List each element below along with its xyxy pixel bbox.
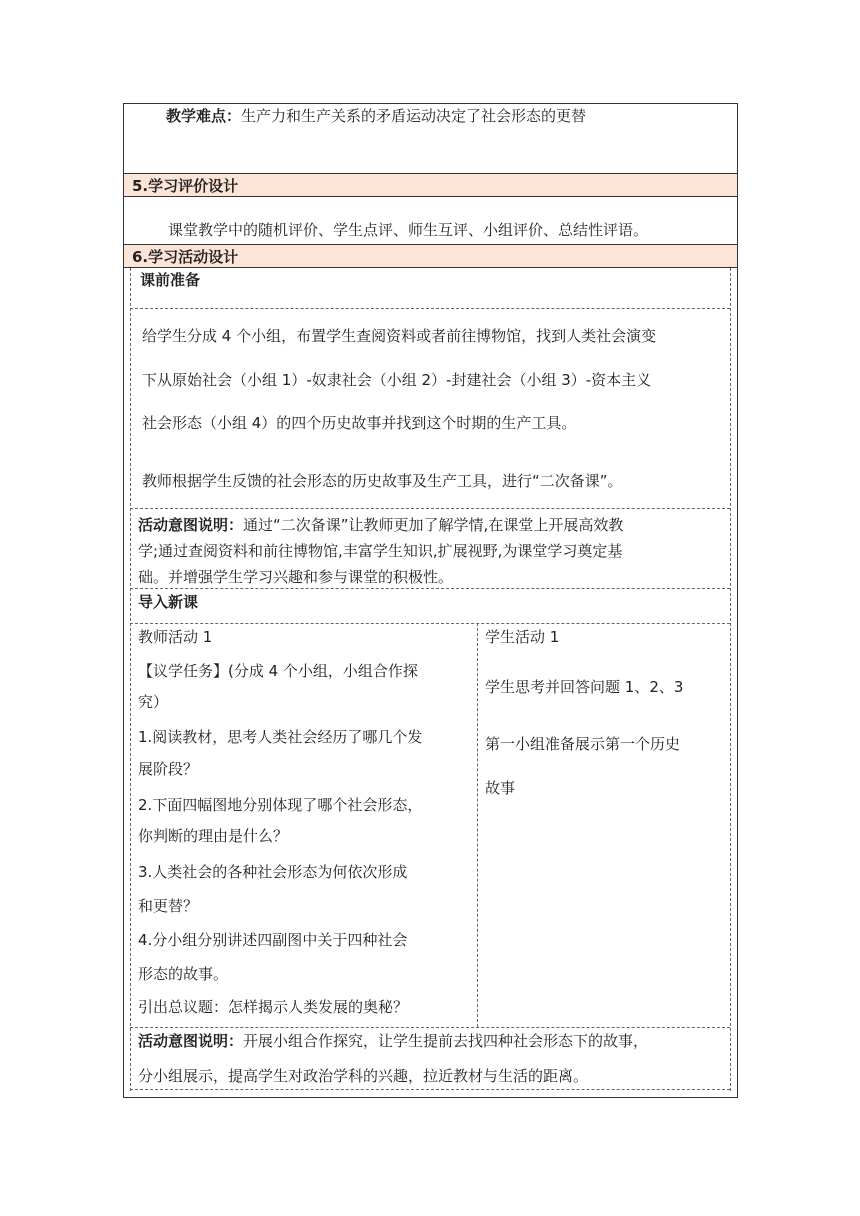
student-line: 第一小组准备展示第一个历史 — [485, 735, 681, 753]
section6-header — [124, 244, 737, 268]
section6-title: 6.学习活动设计 — [132, 248, 239, 266]
teacher-line: 【议学任务】(分成 4 个小组，小组合作探 — [138, 662, 418, 680]
intent1-line-3: 础。并增强学生学习兴趣和参与课堂的积极性。 — [138, 568, 454, 586]
difficulty-text: 生产力和生产关系的矛盾运动决定了社会形态的更替 — [241, 107, 587, 125]
student-activity-title: 学生活动 1 — [485, 628, 560, 646]
prep-line-2: 下从原始社会（小组 1）-奴隶社会（小组 2）-封建社会（小组 3）-资本主义 — [142, 371, 652, 389]
prep-line-1: 给学生分成 4 个小组，布置学生查阅资料或者前往博物馆，找到人类社会演变 — [142, 327, 657, 345]
teacher-activity-title: 教师活动 1 — [138, 628, 213, 646]
teacher-line: 形态的故事。 — [138, 965, 229, 983]
divider — [130, 1027, 730, 1028]
teacher-line: 引出总议题：怎样揭示人类发展的奥秘？ — [138, 998, 409, 1016]
divider — [130, 623, 730, 624]
divider — [130, 508, 730, 509]
lesson-plan-table — [123, 103, 738, 1098]
difficulty-label: 教学难点： — [166, 107, 242, 125]
divider — [130, 308, 730, 309]
teacher-line: 2.下面四幅图地分别体现了哪个社会形态， — [138, 796, 423, 814]
intro-title: 导入新课 — [138, 593, 199, 611]
section5-title: 5.学习评价设计 — [132, 177, 239, 195]
section5-header — [124, 173, 737, 197]
prep-line-3: 社会形态（小组 4）的四个历史故事并找到这个时期的生产工具。 — [142, 414, 577, 432]
teacher-line: 和更替？ — [138, 897, 199, 915]
column-divider — [477, 623, 478, 1027]
intent1-text-1: 通过“二次备课”让教师更加了解学情,在课堂上开展高效教 — [243, 516, 624, 534]
difficulty-row — [166, 105, 586, 127]
intent1-line-1 — [138, 514, 623, 536]
teacher-line: 究） — [138, 693, 169, 711]
teacher-line: 展阶段？ — [138, 760, 199, 778]
student-line: 学生思考并回答问题 1、2、3 — [485, 678, 684, 696]
teacher-line: 1.阅读教材，思考人类社会经历了哪几个发 — [138, 728, 423, 746]
intent2-text-1: 开展小组合作探究，让学生提前去找四种社会形态下的故事， — [243, 1032, 649, 1050]
table-top-border — [124, 103, 737, 104]
inner-right-border — [730, 268, 731, 1091]
divider — [130, 588, 730, 589]
prep-line-4: 教师根据学生反馈的社会形态的历史故事及生产工具，进行“二次备课”。 — [142, 472, 623, 490]
prep-title: 课前准备 — [140, 271, 201, 289]
teacher-line: 3.人类社会的各种社会形态为何依次形成 — [138, 863, 408, 881]
inner-left-border — [130, 268, 131, 1091]
teacher-line: 4.分小组分别讲述四副图中关于四种社会 — [138, 931, 408, 949]
intent1-line-2: 学;通过查阅资料和前往博物馆,丰富学生知识,扩展视野,为课堂学习奠定基 — [138, 542, 623, 560]
intent2-label: 活动意图说明： — [138, 1032, 244, 1050]
intent2-line-1 — [138, 1030, 648, 1052]
section5-text: 课堂教学中的随机评价、学生点评、师生互评、小组评价、总结性评语。 — [168, 221, 649, 239]
intent1-label: 活动意图说明： — [138, 516, 244, 534]
teacher-line: 你判断的理由是什么？ — [138, 827, 289, 845]
intent2-line-2: 分小组展示，提高学生对政治学科的兴趣，拉近教材与生活的距离。 — [138, 1067, 589, 1085]
student-line: 故事 — [485, 779, 516, 797]
divider — [130, 1089, 730, 1090]
